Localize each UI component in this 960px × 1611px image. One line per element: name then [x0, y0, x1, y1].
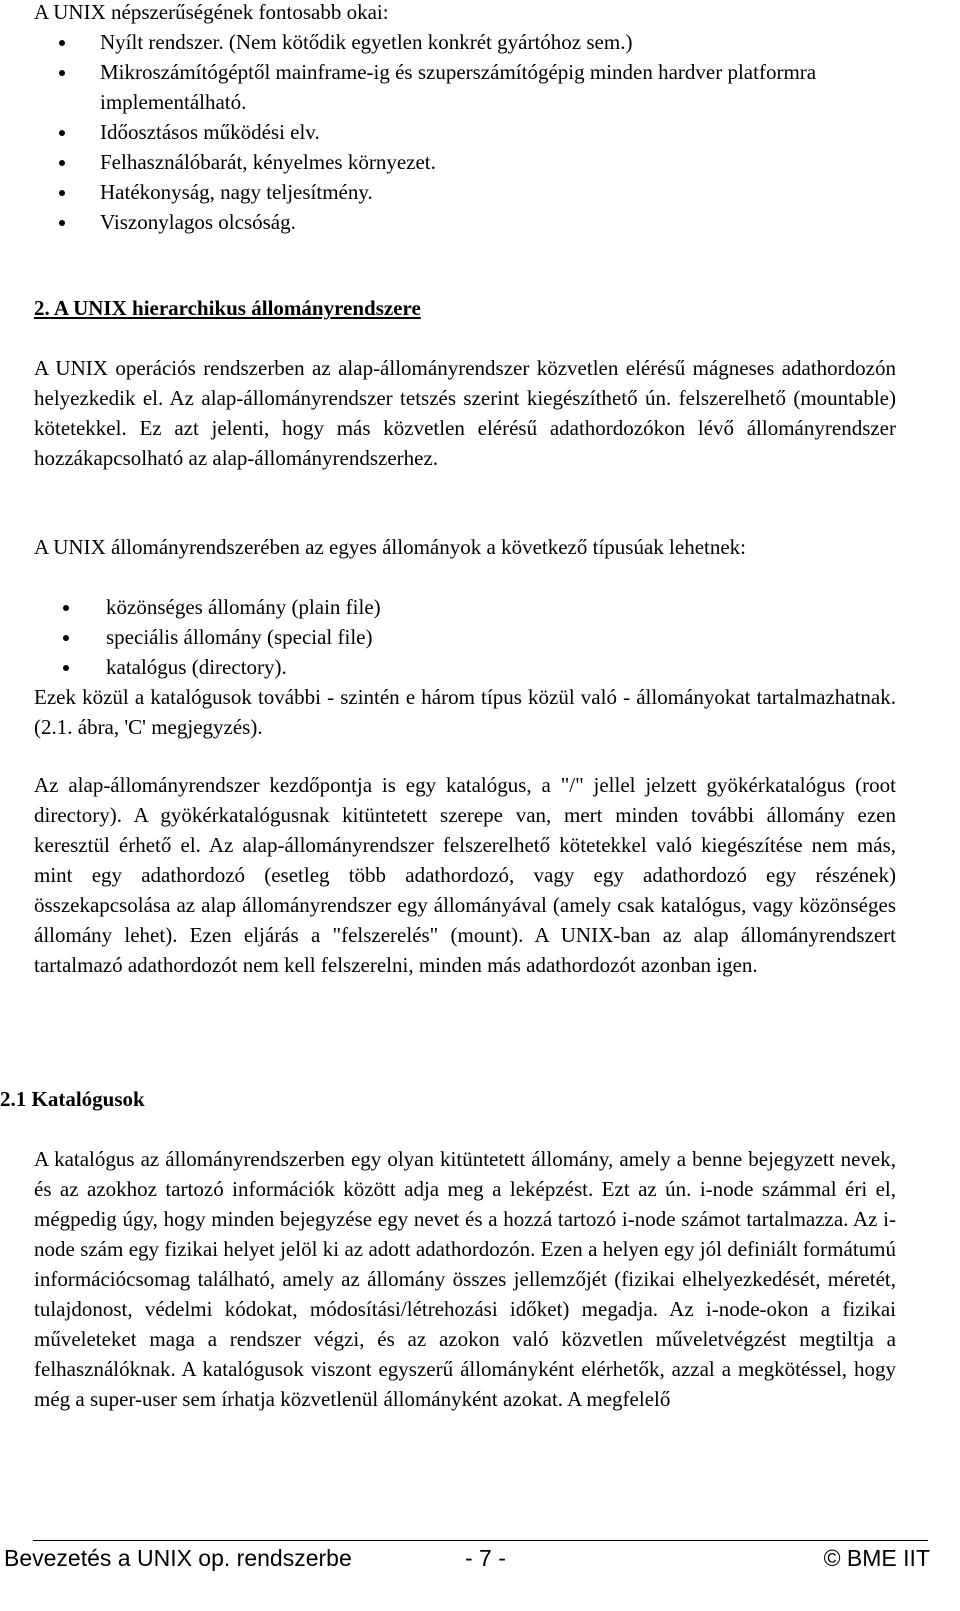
section-heading: 2. A UNIX hierarchikus állományrendszere [34, 296, 421, 320]
list-item: katalógus (directory). [34, 652, 896, 682]
footer-title: Bevezetés a UNIX op. rendszerbe [4, 1545, 352, 1571]
paragraph: A UNIX operációs rendszerben az alap-állományrendszer közvetlen elérésű mágneses adathordozón helyezkedik el. Az alap-állományrendszer tetszés szerint kiegészíthető ún. felszerelhető (mountable) kötetekkel. Ez azt jelenti, hogy más közvetlen elérésű adathordozókon lévő állományrendszer hozzákapcsolható az alap-állományrendszerhez. [34, 356, 896, 470]
footer-divider [33, 1540, 928, 1541]
page-footer [0, 1540, 960, 1600]
footer-copyright: © BME IIT [823, 1545, 930, 1571]
page-number: - 7 - [465, 1545, 506, 1571]
paragraph: A UNIX állományrendszerében az egyes állományok a következő típusúak lehetnek: [34, 535, 747, 559]
paragraph: A katalógus az állományrendszerben egy olyan kitüntetett állomány, amely a benne bejegyzett nevek, és az azokhoz tartozó információk között adja meg a leképzést. Ezt az ún. i-node számmal éri el, mégpedig úgy, hogy minden bejegyzése egy nevet és a hozzá tartozó i-node számot tartalmazza. Az i-node szám egy fizikai helyet jelöl ki az adott adathordozón. Ezen a helyen egy jól definiált formátumú információcsomag található, amely az állomány összes jellemzőjét (fizikai elhelyezkedését, méretét, tulajdonost, védelmi kódokat, módosítási/létrehozási időket) megadja. Az i-node-okon a fizikai műveleteket maga a rendszer végzi, és az azokon való közvetlen műveletvégzést megtiltja a felhasználóknak. A katalógusok viszont egyszerű állományként elérhetők, azzal a megkötéssel, hogy még a super-user sem írhatja közvetlenül állományként azokat. A megfelelő [34, 1147, 896, 1411]
intro-lead: A UNIX népszerűségének fontosabb okai: [34, 0, 389, 24]
paragraph: Az alap-állományrendszer kezdőpontja is egy katalógus, a "/" jellel jelzett gyökérkatalógus (root directory). A gyökérkatalógusnak kitüntetett szerepe van, mert minden további állomány ezen keresztül érhető el. Az alap-állományrendszer felszerelhető kötetekkel való kiegészítése nem más, mint egy adathordozó (esetleg több adathordozó, vagy egy adathordozó egy részének) összekapcsolása az alap állományrendszer egy állományával (amely csak katalógus, vagy közönséges állomány lehet). Ezen eljárás a "felszerelés" (mount). A UNIX-ban az alap állományrendszert tartalmazó adathordozót nem kell felszerelni, minden más adathordozót azonban igen. [34, 773, 896, 977]
list-item: speciális állomány (special file) [34, 622, 896, 652]
list-item: Hatékonyság, nagy teljesítmény. [34, 177, 896, 207]
list-item: közönséges állomány (plain file) [34, 592, 896, 622]
reasons-list [34, 27, 896, 237]
section-heading: 2.1 Katalógusok [0, 1087, 145, 1111]
file-types-list [34, 592, 896, 682]
list-item: Felhasználóbarát, kényelmes környezet. [34, 147, 896, 177]
list-item: Viszonylagos olcsóság. [34, 207, 896, 237]
list-item: Mikroszámítógéptől mainframe-ig és szuperszámítógépig minden hardver platformra implementálható. [34, 57, 896, 117]
paragraph: Ezek közül a katalógusok további - szintén e három típus közül való - állományokat tartalmazhatnak. (2.1. ábra, 'C' megjegyzés). [34, 685, 896, 739]
list-item: Időosztásos működési elv. [34, 117, 896, 147]
list-item: Nyílt rendszer. (Nem kötődik egyetlen konkrét gyártóhoz sem.) [34, 27, 896, 57]
